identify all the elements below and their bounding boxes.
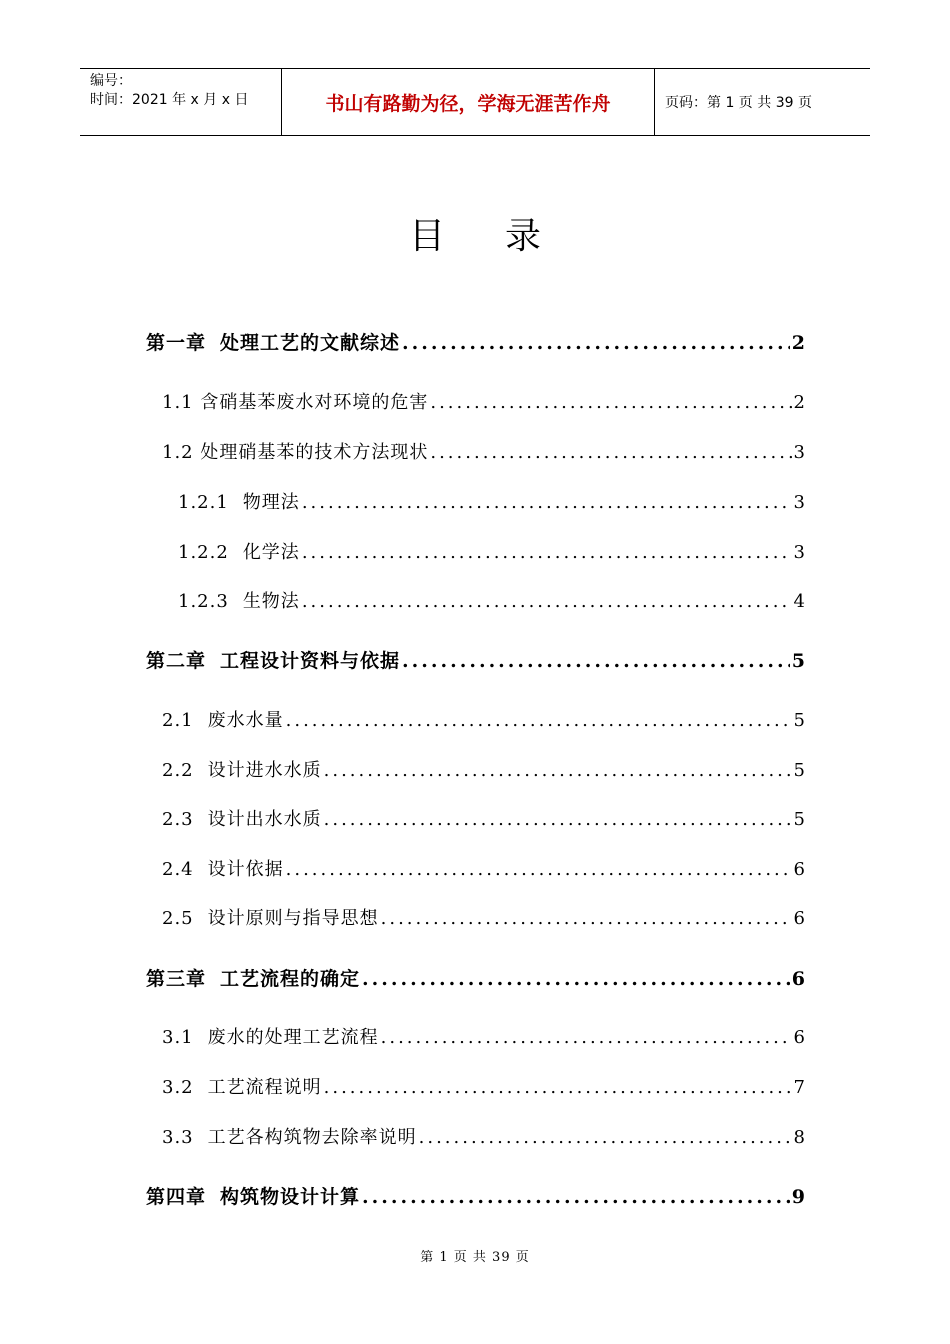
toc-leader-dots xyxy=(324,807,792,833)
toc-entry-page: 5 xyxy=(793,760,805,781)
header-meta xyxy=(80,69,282,135)
toc-entry-number: 2.1 xyxy=(162,710,194,731)
toc-entry-number: 第三章 xyxy=(146,968,207,990)
toc-entry-number: 第二章 xyxy=(146,650,207,672)
toc-entry[interactable] xyxy=(146,1184,805,1210)
toc-entry-number: 2.5 xyxy=(162,908,194,929)
toc-entry-page: 8 xyxy=(793,1127,805,1148)
toc-leader-dots xyxy=(381,1025,792,1051)
toc-entry-label: 处理工艺的文献综述 xyxy=(220,332,401,354)
toc-leader-dots xyxy=(302,540,792,566)
toc-entry-label: 工程设计资料与依据 xyxy=(220,650,401,672)
toc-leader-dots xyxy=(402,648,790,674)
document-header xyxy=(80,68,870,136)
toc-entry[interactable] xyxy=(178,540,805,566)
toc-entry[interactable] xyxy=(178,589,805,615)
toc-entry-number: 第一章 xyxy=(146,332,207,354)
toc-entry-page: 5 xyxy=(793,809,805,830)
toc-entry[interactable] xyxy=(162,1025,805,1051)
toc-entry-number: 1.2.2 xyxy=(178,542,229,563)
toc-entry-page: 2 xyxy=(793,392,805,413)
toc-entry-number: 2.4 xyxy=(162,859,194,880)
toc-entry-page: 3 xyxy=(793,442,805,463)
toc-entry-page: 7 xyxy=(793,1077,805,1098)
time-label: 时间：2021 年 x 月 x 日 xyxy=(90,92,249,108)
toc-entry-number: 3.1 xyxy=(162,1027,194,1048)
toc-entry[interactable] xyxy=(162,708,805,734)
toc-entry-page: 6 xyxy=(791,968,805,990)
toc-entry-number: 1.2.3 xyxy=(178,591,229,612)
toc-leader-dots xyxy=(402,330,790,356)
toc-entry-label: 设计依据 xyxy=(207,859,284,880)
toc-entry[interactable] xyxy=(146,966,805,992)
toc-entry-number: 3.3 xyxy=(162,1127,194,1148)
toc-entry[interactable] xyxy=(162,440,805,466)
toc-entry-label: 构筑物设计计算 xyxy=(220,1186,361,1208)
toc-entry-label: 化学法 xyxy=(242,542,300,563)
toc-title: 目录 xyxy=(408,216,601,257)
toc-entry-page: 9 xyxy=(791,1186,805,1208)
toc-leader-dots xyxy=(324,1075,792,1101)
toc-leader-dots xyxy=(286,857,792,883)
toc-leader-dots xyxy=(286,708,792,734)
toc-leader-dots xyxy=(324,758,792,784)
toc-entry-page: 5 xyxy=(791,650,805,672)
toc-entry-number: 3.2 xyxy=(162,1077,194,1098)
toc-entry-number: 2.3 xyxy=(162,809,194,830)
toc-leader-dots xyxy=(302,589,792,615)
toc-entry[interactable] xyxy=(162,857,805,883)
toc-entry[interactable] xyxy=(146,330,805,356)
toc-entry-page: 6 xyxy=(793,1027,805,1048)
toc-entry-page: 3 xyxy=(793,542,805,563)
toc-entry-label: 工艺流程的确定 xyxy=(220,968,361,990)
toc-entry-page: 3 xyxy=(793,492,805,513)
toc-entry-page: 6 xyxy=(793,908,805,929)
toc-entry-page: 4 xyxy=(793,591,805,612)
toc-entry-label: 1.2 处理硝基苯的技术方法现状 xyxy=(162,442,429,463)
toc-leader-dots xyxy=(381,906,792,932)
toc-entry-number: 第四章 xyxy=(146,1186,207,1208)
toc-entry-label: 生物法 xyxy=(242,591,300,612)
header-motto: 书山有路勤为径，学海无涯苦作舟 xyxy=(282,69,655,135)
toc-entry[interactable] xyxy=(162,906,805,932)
toc-entry[interactable] xyxy=(162,807,805,833)
toc-entry-label: 1.1 含硝基苯废水对环境的危害 xyxy=(162,392,429,413)
toc-entry-page: 6 xyxy=(793,859,805,880)
toc-entry[interactable] xyxy=(162,1075,805,1101)
toc-entry-label: 设计原则与指导思想 xyxy=(207,908,379,929)
toc-entry-label: 废水的处理工艺流程 xyxy=(207,1027,379,1048)
toc-entry-page: 2 xyxy=(791,332,805,354)
toc-leader-dots xyxy=(302,490,792,516)
toc-entry-page: 5 xyxy=(793,710,805,731)
page-footer: 第 1 页 共 39 页 xyxy=(420,1250,530,1265)
toc-leader-dots xyxy=(362,1184,790,1210)
toc-entry[interactable] xyxy=(178,490,805,516)
toc-entry-label: 废水水量 xyxy=(207,710,284,731)
header-page-info: 页码：第 1 页 共 39 页 xyxy=(665,95,812,111)
toc-entry-label: 工艺流程说明 xyxy=(207,1077,322,1098)
toc-leader-dots xyxy=(430,440,791,466)
toc-entry[interactable] xyxy=(162,758,805,784)
toc-leader-dots xyxy=(430,390,791,416)
toc-leader-dots xyxy=(362,966,790,992)
toc-entry[interactable] xyxy=(162,390,805,416)
toc-entry-label: 物理法 xyxy=(242,492,300,513)
number-label: 编号： xyxy=(90,73,132,89)
toc-leader-dots xyxy=(419,1125,792,1151)
toc-entry-label: 设计出水水质 xyxy=(207,809,322,830)
toc-entry-number: 2.2 xyxy=(162,760,194,781)
toc-entry-number: 1.2.1 xyxy=(178,492,229,513)
toc-entry[interactable] xyxy=(162,1125,805,1151)
toc-entry-label: 工艺各构筑物去除率说明 xyxy=(207,1127,417,1148)
toc-entry[interactable] xyxy=(146,648,805,674)
toc-entry-label: 设计进水水质 xyxy=(207,760,322,781)
